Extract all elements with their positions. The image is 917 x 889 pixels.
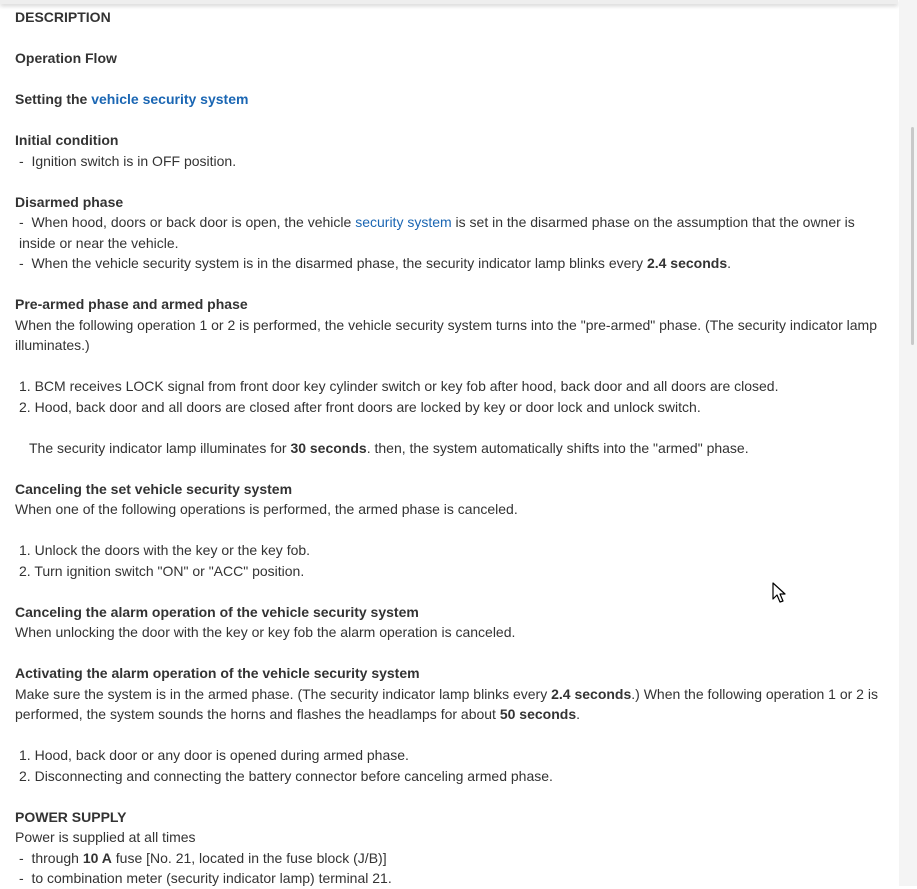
activate-intro-bold2: 50 seconds — [499, 706, 577, 722]
section-heading-operation-flow: Operation Flow — [15, 50, 117, 66]
section-heading-description: DESCRIPTION — [15, 9, 111, 25]
note-bold: 30 seconds — [290, 439, 367, 456]
disarmed-line2-pre: When the vehicle security system is in the disarmed phase, the security indicator lamp blinks every — [31, 255, 647, 271]
activate-item1-text: Hood, back door or any door is opened during armed phase. — [34, 747, 409, 763]
disarmed-line1-pre: When hood, doors or back door is open, the vehicle — [31, 214, 356, 230]
prearmed-heading: Pre-armed phase and armed phase — [15, 296, 248, 312]
disarmed-line2-post: . — [727, 255, 731, 271]
power-line2-text: to combination meter (security indicator lamp) terminal 21. — [31, 870, 392, 886]
note-post: . then, the system automatically shifts into the "armed" phase. — [366, 439, 749, 456]
setting-heading — [15, 89, 895, 110]
activate-item-1 — [15, 745, 895, 766]
number-marker: 2. — [19, 767, 31, 784]
power-line1-bold: 10 A — [82, 849, 112, 866]
scrollbar-thumb[interactable] — [911, 127, 914, 345]
disarmed-line1-post: is set in the disarmed phase on the assumption that the owner is inside or near the vehicle. — [19, 214, 855, 251]
activate-alarm-heading: Activating the alarm operation of the vehicle security system — [15, 665, 420, 681]
number-marker: 2. — [19, 562, 31, 579]
dash-marker: - — [19, 152, 24, 169]
top-toolbar-edge — [0, 0, 898, 4]
cancel-alarm-intro: When unlocking the door with the key or key fob the alarm operation is canceled. — [15, 624, 516, 640]
power-line-1 — [15, 848, 895, 869]
power-line1-post: fuse [No. 21, located in the fuse block (J/B)] — [111, 849, 387, 866]
activate-intro-pre: Make sure the system is in the armed phase. (The security indicator lamp blinks every — [15, 685, 552, 702]
note-pre: The security indicator lamp illuminates for — [29, 439, 291, 456]
prearmed-item1-text: BCM receives LOCK signal from front door key cylinder switch or key fob after hood, back door and all doors are closed. — [34, 378, 779, 394]
activate-intro-bold1: 2.4 seconds — [551, 685, 632, 702]
dash-marker: - — [19, 849, 24, 866]
power-supply-intro: Power is supplied at all times — [15, 829, 196, 845]
mouse-pointer-icon — [772, 582, 788, 604]
activate-alarm-intro — [15, 684, 895, 725]
activate-intro-mid: .) When the following operation 1 or 2 is performed, the system sounds the horns and flashes the headlamps for about — [15, 685, 878, 722]
prearmed-note — [15, 438, 895, 459]
prearmed-item2-text: Hood, back door and all doors are closed after front doors are locked by key or door lock and unlock switch. — [34, 398, 701, 415]
cancel-item1-text: Unlock the doors with the key or the key fob. — [34, 542, 311, 558]
disarmed-line2-bold: 2.4 seconds — [646, 255, 728, 271]
number-marker: 1. — [19, 542, 31, 558]
power-line1-pre: through — [31, 849, 83, 866]
cancel-set-item-1 — [15, 540, 895, 561]
document-body — [15, 7, 895, 889]
cancel-set-intro: When one of the following operations is performed, the armed phase is canceled. — [15, 501, 518, 517]
cancel-item2-text: Turn ignition switch "ON" or "ACC" position. — [34, 562, 305, 579]
dash-marker: - — [19, 255, 24, 271]
dash-marker: - — [19, 214, 24, 230]
activate-item2-text: Disconnecting and connecting the battery connector before canceling armed phase. — [34, 767, 553, 784]
prearmed-item-1 — [15, 376, 895, 397]
cancel-alarm-heading: Canceling the alarm operation of the vehicle security system — [15, 603, 419, 620]
activate-intro-post: . — [576, 706, 580, 722]
initial-condition-heading: Initial condition — [15, 132, 119, 148]
security-system-link[interactable]: security system — [355, 214, 452, 230]
initial-condition-line — [15, 151, 895, 172]
activate-item-2 — [15, 766, 895, 787]
prearmed-intro: When the following operation 1 or 2 is performed, the vehicle security system turns into the "pre-armed" phase. (The security indicator lamp illuminates.) — [15, 316, 878, 353]
vehicle-security-system-link[interactable]: vehicle security system — [91, 91, 249, 107]
disarmed-line-1 — [15, 212, 895, 253]
disarmed-line-2 — [15, 253, 895, 274]
disarmed-phase-heading: Disarmed phase — [15, 193, 124, 210]
number-marker: 2. — [19, 398, 31, 415]
power-line-2 — [15, 868, 895, 889]
number-marker: 1. — [19, 747, 31, 763]
prearmed-item-2 — [15, 397, 895, 418]
number-marker: 1. — [19, 378, 31, 394]
cancel-set-heading: Canceling the set vehicle security system — [15, 480, 293, 497]
cancel-set-item-2 — [15, 561, 895, 582]
initial-line-text: Ignition switch is in OFF position. — [31, 152, 237, 169]
setting-prefix: Setting the — [15, 91, 92, 107]
vertical-scrollbar[interactable] — [899, 0, 917, 886]
power-supply-heading: POWER SUPPLY — [15, 808, 127, 825]
dash-marker: - — [19, 870, 24, 886]
